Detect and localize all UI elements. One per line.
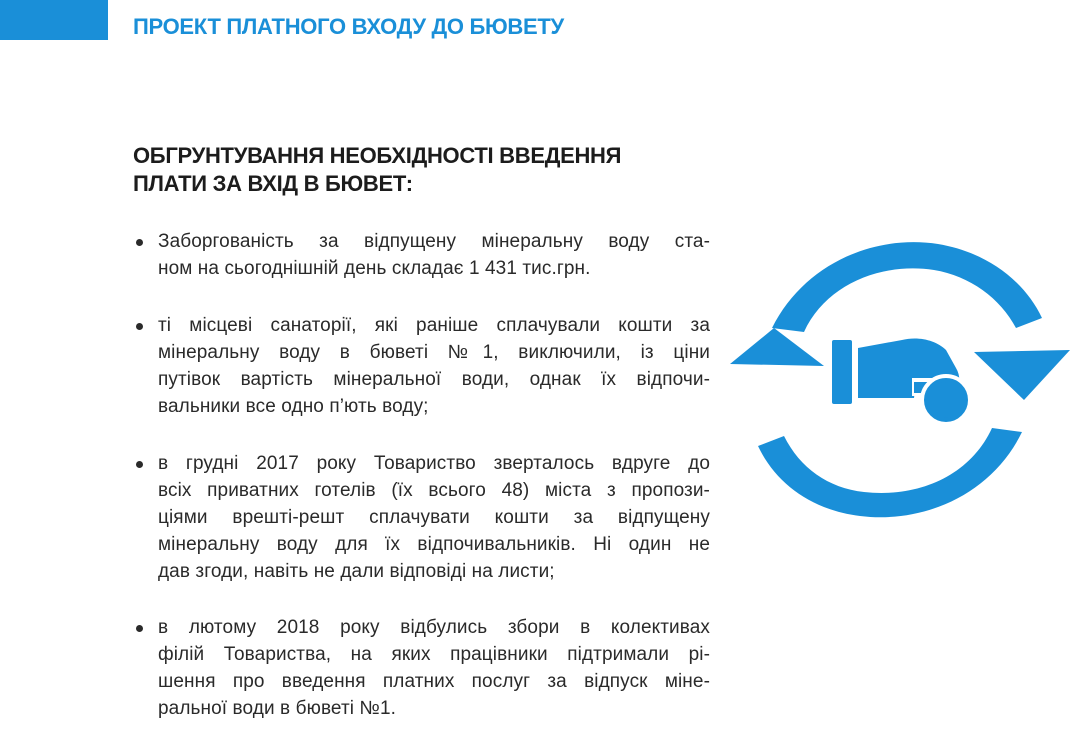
list-item-line: ральної води в бюветі №1. (158, 698, 396, 719)
list-item-line: мінеральну воду в бюветі №1, виключили, із ціни (158, 342, 710, 363)
list-item-line: мінеральну воду для їх відпочивальників. Ні один не (158, 534, 710, 555)
list-item-line: вальники все одно п’ють воду; (158, 396, 429, 417)
page-title: ПРОЕКТ ПЛАТНОГО ВХОДУ ДО БЮВЕТУ (133, 14, 564, 39)
list-item-line: ціями врешті-решт сплачувати кошти за відпущену (158, 507, 710, 528)
bullet-dot-icon (136, 461, 143, 468)
list-item-line: путівок вартість мінеральної води, однак їх відпочи- (158, 369, 710, 390)
corner-accent-block (0, 0, 108, 40)
section-heading-line-1: ОБГРУНТУВАННЯ НЕОБХІДНОСТІ ВВЕДЕННЯ (133, 143, 622, 168)
list-item-line: Заборгованість за відпущену мінеральну воду ста- (158, 231, 710, 252)
section-heading-line-2: ПЛАТИ ЗА ВХІД В БЮВЕТ: (133, 171, 413, 196)
list-item-line: дав згоди, навіть не дали відповіді на листи; (158, 561, 555, 582)
list-item-line: в лютому 2018 року відбулись збори в колективах (158, 617, 710, 638)
section-heading (133, 142, 693, 198)
bullet-dot-icon (136, 323, 143, 330)
bullet-dot-icon (136, 239, 143, 246)
list-item-line: ном на сьогоднішній день складає 1 431 тис.грн. (158, 258, 591, 279)
bullet-dot-icon (136, 625, 143, 632)
list-item-line: філій Товариства, на яких працівники підтримали рі- (158, 644, 710, 665)
list-item-line: всіх приватних готелів (їх всього 48) міста з пропози- (158, 480, 710, 501)
list-item-line: в грудні 2017 року Товариство зверталось вдруге до (158, 453, 710, 474)
list-item (133, 312, 710, 420)
payment-cycle-icon (724, 232, 1074, 532)
list-item-line: ті місцеві санаторії, які раніше сплачували кошти за (158, 315, 710, 336)
list-item (133, 228, 710, 282)
list-item-line: шення про введення платних послуг за відпуск міне- (158, 671, 710, 692)
list-item (133, 614, 710, 722)
list-item (133, 450, 710, 585)
